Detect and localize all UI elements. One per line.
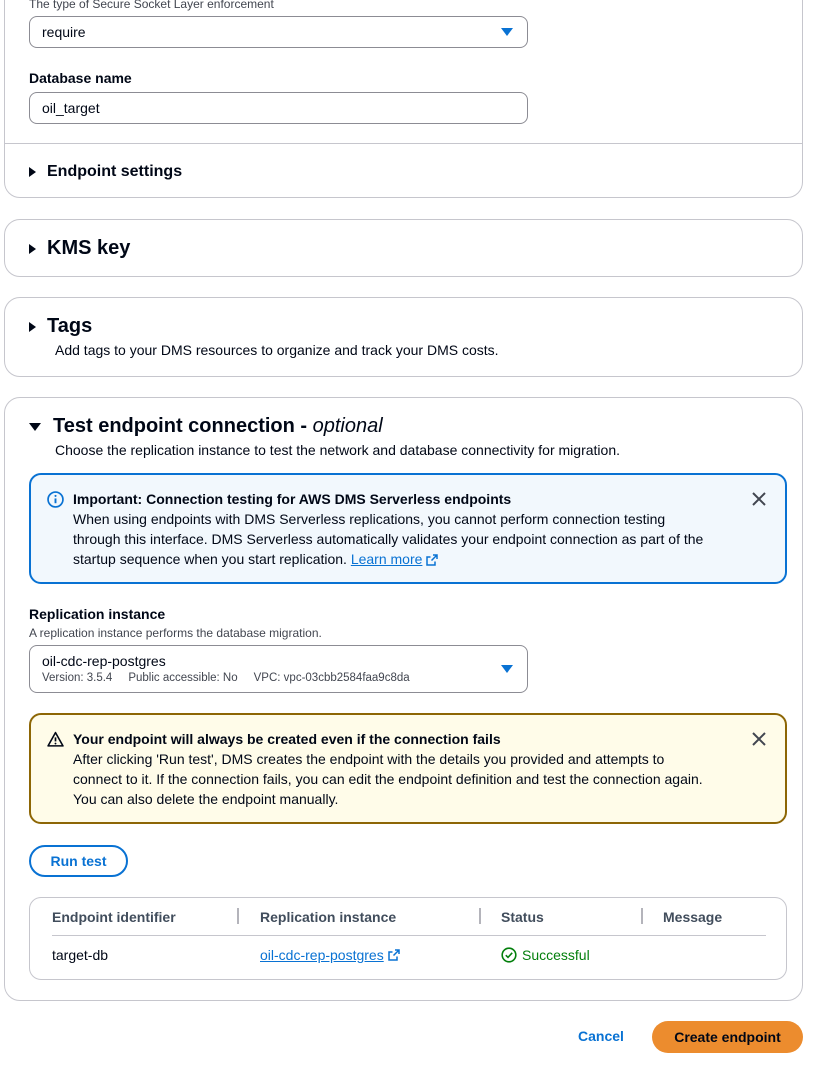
tags-panel [4,297,803,377]
caret-right-icon [29,244,36,254]
cancel-button[interactable]: Cancel [578,1028,624,1044]
endpoint-settings-label: Endpoint settings [47,163,183,180]
ssl-description: The type of Secure Socket Layer enforcement [29,0,274,11]
test-connection-description: Choose the replication instance to test the network and database connectivity for migration. [55,442,620,458]
ssl-mode-select[interactable] [29,16,528,48]
test-results-table [29,897,787,980]
endpoint-settings-toggle[interactable] [29,163,182,181]
divider [5,143,802,144]
header-divider [52,935,766,936]
caret-down-icon [29,423,41,431]
replication-instance-link[interactable]: oil-cdc-rep-postgres [260,947,384,963]
caret-right-icon [29,167,36,177]
info-alert [29,473,787,584]
info-alert-title: Important: Connection testing for AWS DMS Serverless endpoints [73,491,512,507]
external-link-icon [426,554,438,566]
test-connection-panel [4,397,803,1001]
kms-key-panel [4,219,803,277]
column-header-replication-instance[interactable]: Replication instance [260,909,397,925]
warning-alert-body: After clicking 'Run test', DMS creates the endpoint with the details you provided and attempts to connect to it. If the connection fails, you can edit the endpoint definition and test the connection again. You can also delete the endpoint manually. [73,751,703,807]
cell-replication-instance [260,947,400,963]
database-name-value: oil_target [42,100,100,116]
replication-instance-select[interactable] [29,645,528,693]
ssl-mode-value: require [42,24,86,40]
warning-icon [47,731,64,748]
tags-toggle[interactable] [29,315,92,338]
caret-right-icon [29,322,36,332]
learn-more-label: Learn more [350,551,423,567]
tags-label: Tags [47,315,93,337]
warning-alert [29,713,787,824]
column-header-message[interactable]: Message [663,909,723,925]
endpoint-config-panel [4,0,803,198]
caret-down-icon [501,28,513,36]
close-icon[interactable] [751,491,767,507]
success-icon [501,947,517,963]
info-alert-text: When using endpoints with DMS Serverless replications, you cannot perform connection testing through this interface. DMS Serverless automatically validates your endpoint connection as part of the startup sequence when you start replication. [73,511,704,567]
info-icon [47,491,64,508]
replication-instance-label: Replication instance [29,606,166,622]
warning-alert-title: Your endpoint will always be created even if the connection fails [73,731,501,747]
column-header-status[interactable]: Status [501,909,544,925]
create-endpoint-button[interactable]: Create endpoint [652,1021,803,1053]
version-text: Version: 3.5.4 [42,672,113,684]
optional-label: optional [312,415,383,437]
column-resizer[interactable] [479,908,481,924]
column-resizer[interactable] [237,908,239,924]
tags-description: Add tags to your DMS resources to organize and track your DMS costs. [55,342,499,358]
close-icon[interactable] [751,731,767,747]
test-connection-title-text: Test endpoint connection - [53,415,313,437]
replication-instance-description: A replication instance performs the database migration. [29,626,322,640]
kms-key-label: KMS key [47,237,131,259]
kms-key-toggle[interactable] [29,237,130,260]
column-header-endpoint-identifier[interactable]: Endpoint identifier [52,909,176,925]
column-resizer[interactable] [641,908,643,924]
test-connection-toggle[interactable] [29,415,383,438]
cell-status [501,947,590,963]
database-name-input[interactable] [29,92,528,124]
test-connection-title [53,415,383,438]
vpc-text: VPC: vpc-03cbb2584faa9c8da [253,672,410,684]
public-accessible-text: Public accessible: No [128,672,238,684]
run-test-button[interactable]: Run test [29,845,128,877]
caret-down-icon [501,665,513,673]
learn-more-link[interactable] [351,551,423,567]
status-text: Successful [522,947,590,963]
database-name-label: Database name [29,70,132,86]
replication-instance-meta [42,670,515,686]
external-link-icon [388,949,400,961]
info-alert-body [73,509,713,569]
cell-endpoint-identifier: target-db [52,947,109,963]
replication-instance-value: oil-cdc-rep-postgres [42,653,166,669]
